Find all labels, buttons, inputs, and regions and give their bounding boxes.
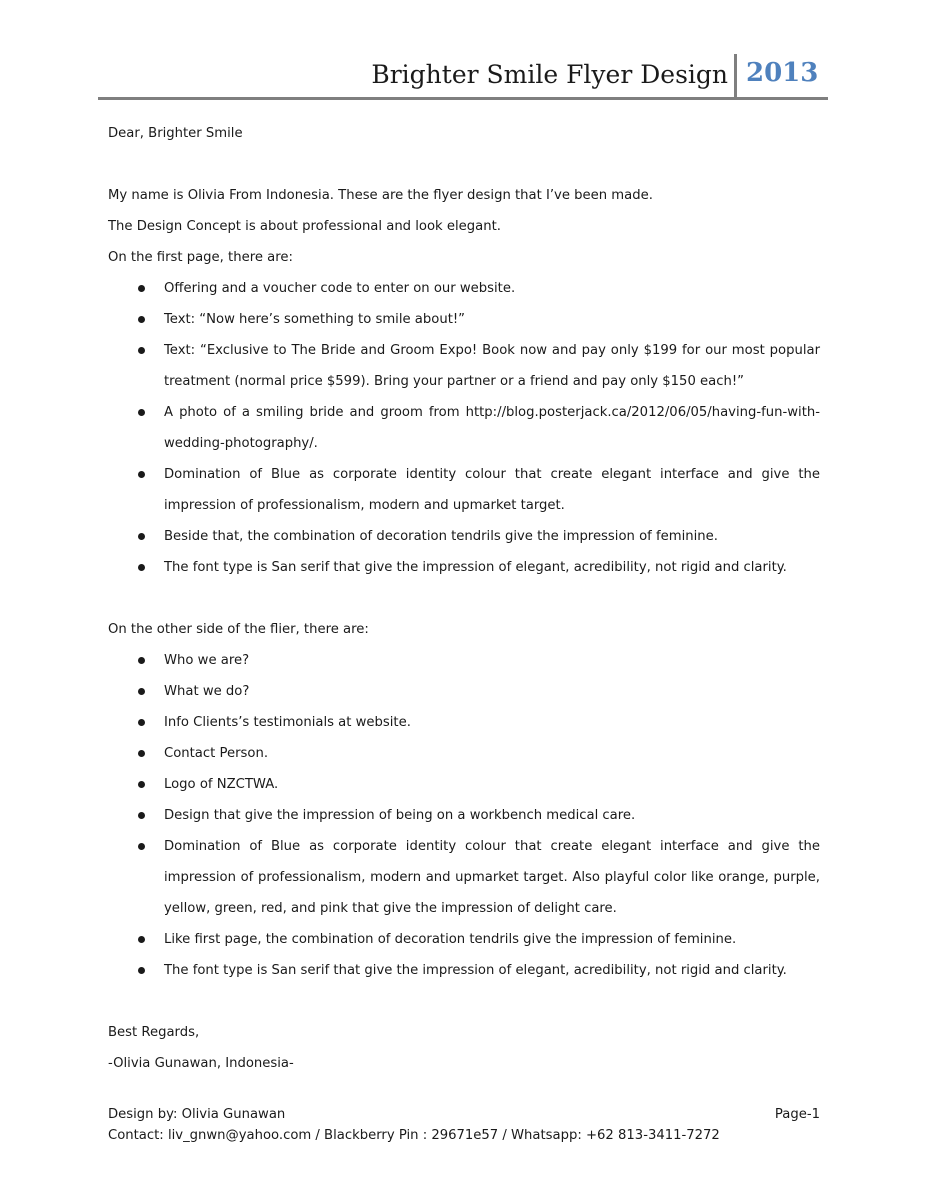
intro-line: My name is Olivia From Indonesia. These are the flyer design that I’ve been made.	[108, 188, 653, 203]
bullet-icon	[138, 812, 145, 819]
document-title: Brighter Smile Flyer Design	[371, 60, 728, 89]
bullet-icon	[138, 533, 145, 540]
bullet-icon	[138, 719, 145, 726]
list-item: Text: “Exclusive to The Bride and Groom Expo! Book now and pay only $199 for our most popular treatment (normal price $599). Bring your partner or a friend and pay only $150 each!”	[108, 335, 820, 397]
list-item: The font type is San serif that give the impression of elegant, acredibility, not rigid and clarity.	[108, 552, 820, 583]
page-header	[98, 52, 828, 98]
first-page-list	[108, 273, 820, 583]
bullet-icon	[138, 409, 145, 416]
other-side-list	[108, 645, 820, 986]
list-item: What we do?	[108, 676, 820, 707]
header-divider	[734, 54, 737, 98]
list-item: Design that give the impression of being on a workbench medical care.	[108, 800, 820, 831]
bullet-icon	[138, 936, 145, 943]
bullet-icon	[138, 347, 145, 354]
page-footer	[108, 1104, 820, 1146]
bullet-icon	[138, 564, 145, 571]
bullet-icon	[138, 781, 145, 788]
bullet-icon	[138, 688, 145, 695]
list-item: Logo of NZCTWA.	[108, 769, 820, 800]
list-item: Contact Person.	[108, 738, 820, 769]
other-side-heading: On the other side of the flier, there are:	[108, 622, 369, 637]
bullet-icon	[138, 316, 145, 323]
bullet-icon	[138, 657, 145, 664]
closing: Best Regards,	[108, 1025, 200, 1040]
list-item: Domination of Blue as corporate identity colour that create elegant interface and give the impression of professionalism, modern and upmarket target.	[108, 459, 820, 521]
list-item: The font type is San serif that give the impression of elegant, acredibility, not rigid and clarity.	[108, 955, 820, 986]
list-item: Like first page, the combination of decoration tendrils give the impression of feminine.	[108, 924, 820, 955]
list-item: A photo of a smiling bride and groom from http://blog.posterjack.ca/2012/06/05/having-fun-with-wedding-photography/.	[108, 397, 820, 459]
page-number: Page-1	[774, 1107, 820, 1122]
letter-body	[108, 118, 820, 1079]
document-year: 2013	[746, 58, 819, 88]
intro-line: The Design Concept is about professional and look elegant.	[108, 219, 501, 234]
bullet-icon	[138, 285, 145, 292]
contact-info: Contact: liv_gnwn@yahoo.com / Blackberry Pin : 29671e57 / Whatsapp: +62 813-3411-7272	[108, 1128, 720, 1143]
designer-credit: Design by: Olivia Gunawan	[108, 1107, 286, 1122]
bullet-icon	[138, 471, 145, 478]
list-item: Info Clients’s testimonials at website.	[108, 707, 820, 738]
list-item: Beside that, the combination of decoration tendrils give the impression of feminine.	[108, 521, 820, 552]
salutation: Dear, Brighter Smile	[108, 126, 243, 141]
bullet-icon	[138, 843, 145, 850]
bullet-icon	[138, 750, 145, 757]
signature: -Olivia Gunawan, Indonesia-	[108, 1056, 294, 1071]
list-item: Who we are?	[108, 645, 820, 676]
bullet-icon	[138, 967, 145, 974]
intro-line: On the first page, there are:	[108, 250, 293, 265]
list-item: Text: “Now here’s something to smile about!”	[108, 304, 820, 335]
header-rule	[98, 97, 828, 100]
list-item: Offering and a voucher code to enter on our website.	[108, 273, 820, 304]
list-item: Domination of Blue as corporate identity colour that create elegant interface and give the impression of professionalism, modern and upmarket target. Also playful color like orange, purple, yellow, green, red, and pink that give the impression of delight care.	[108, 831, 820, 924]
